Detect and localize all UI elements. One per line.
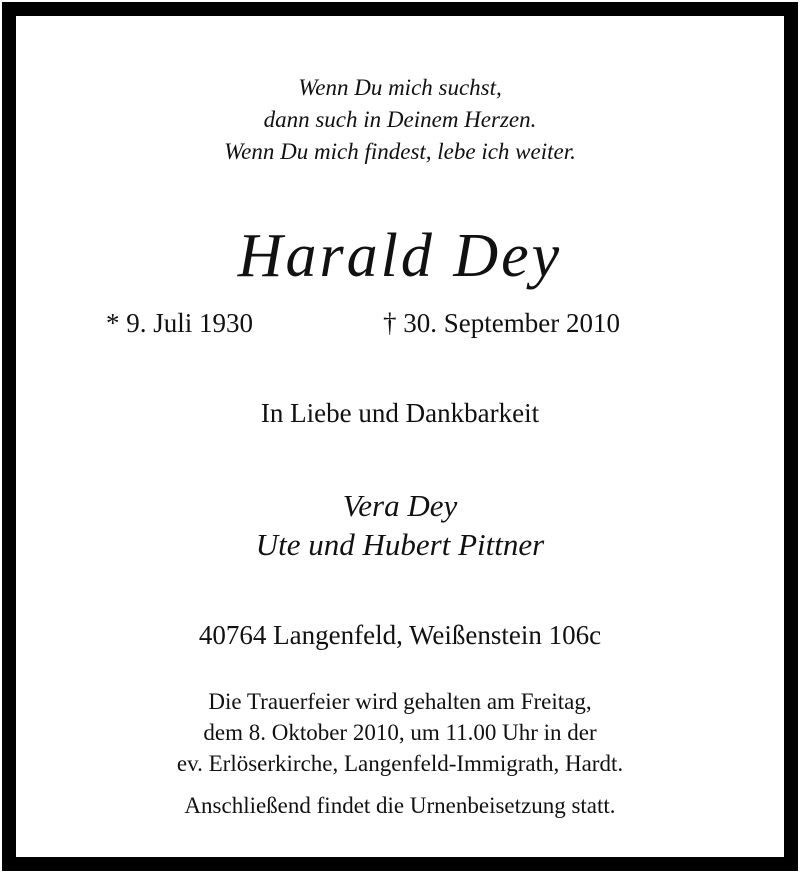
deceased-name: Harald Dey [237, 222, 563, 290]
funeral-info-line-3: ev. Erlöserkirche, Langenfeld-Immigrath, Hardt. [176, 751, 624, 776]
birth-date: * 9. Juli 1930 [106, 308, 254, 338]
mourner-name-1: Vera Dey [342, 488, 458, 523]
motto-line-2: dann such in Deinem Herzen. [263, 107, 537, 132]
urn-burial-note: Anschließend findet die Urnenbeisetzung statt. [184, 793, 616, 818]
funeral-info-line-2: dem 8. Oktober 2010, um 11.00 Uhr in der [203, 720, 597, 745]
family-address: 40764 Langenfeld, Weißenstein 106c [198, 620, 602, 650]
funeral-info-line-1: Die Trauerfeier wird gehalten am Freitag, [208, 689, 592, 714]
thanks-line: In Liebe und Dankbarkeit [260, 398, 540, 428]
death-date: † 30. September 2010 [383, 308, 620, 338]
motto-line-3: Wenn Du mich findest, lebe ich weiter. [224, 139, 576, 164]
motto-line-1: Wenn Du mich suchst, [298, 75, 502, 100]
mourner-name-2: Ute und Hubert Pittner [255, 527, 545, 562]
